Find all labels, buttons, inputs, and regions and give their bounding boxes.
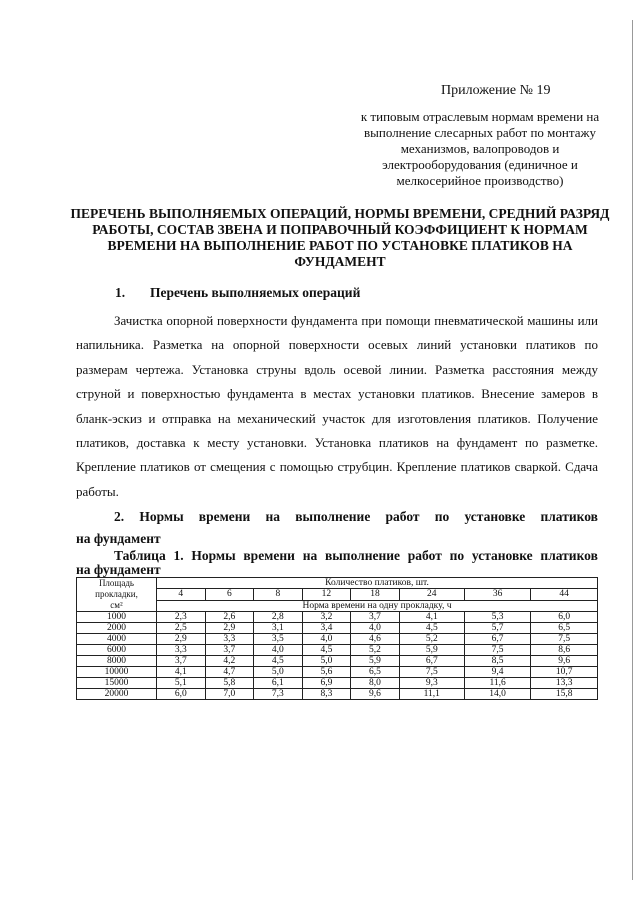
area-cell: 6000 [77, 645, 157, 656]
norm-value-cell: 3,4 [302, 623, 351, 634]
table-caption-word: Таблица [114, 548, 166, 563]
table-row [77, 656, 598, 667]
table-row [77, 678, 598, 689]
page-edge-line [632, 20, 633, 880]
norm-value-cell: 7,3 [254, 689, 303, 700]
count-cell: 8 [254, 589, 303, 600]
norm-value-cell: 4,0 [302, 634, 351, 645]
norm-value-cell: 5,0 [302, 656, 351, 667]
count-cell: 12 [302, 589, 351, 600]
section2-word: на [265, 509, 281, 524]
table-caption-word: платиков [540, 548, 598, 563]
norm-value-cell: 7,5 [464, 645, 530, 656]
table-caption-line2: на фундамент [76, 562, 161, 577]
norm-value-cell: 5,9 [351, 656, 400, 667]
section2-word: установке [464, 509, 526, 524]
norm-value-cell: 11,6 [464, 678, 530, 689]
norm-value-cell: 9,3 [399, 678, 464, 689]
section2-word: выполнение [295, 509, 371, 524]
table-caption-word: на [302, 548, 318, 563]
norm-value-cell: 3,7 [351, 612, 400, 623]
norm-value-cell: 6,9 [302, 678, 351, 689]
table-caption-line1 [76, 549, 598, 563]
norm-value-cell: 5,7 [464, 623, 530, 634]
norm-value-cell: 5,3 [464, 612, 530, 623]
count-header: Количество платиков, шт. [157, 578, 598, 589]
norm-value-cell: 9,4 [464, 667, 530, 678]
section1-number: 1. [115, 285, 126, 300]
count-cell: 6 [205, 589, 254, 600]
norm-value-cell: 5,1 [157, 678, 206, 689]
section1-body [76, 309, 598, 504]
norm-value-cell: 4,6 [351, 634, 400, 645]
norm-value-cell: 3,3 [157, 645, 206, 656]
norm-value-cell: 8,3 [302, 689, 351, 700]
area-cell: 1000 [77, 612, 157, 623]
norm-value-cell: 5,2 [399, 634, 464, 645]
norm-value-cell: 4,0 [351, 623, 400, 634]
count-cell: 18 [351, 589, 400, 600]
norm-value-cell: 4,5 [302, 645, 351, 656]
section2-heading-line1 [76, 506, 598, 528]
norm-value-cell: 10,7 [531, 667, 598, 678]
norm-value-cell: 11,1 [399, 689, 464, 700]
norm-value-cell: 3,2 [302, 612, 351, 623]
area-cell: 8000 [77, 656, 157, 667]
norm-value-cell: 2,3 [157, 612, 206, 623]
table-caption-word: работ [407, 548, 442, 563]
norm-value-cell: 6,5 [531, 623, 598, 634]
norm-value-cell: 6,1 [254, 678, 303, 689]
norm-value-cell: 4,0 [254, 645, 303, 656]
norm-value-cell: 4,7 [205, 667, 254, 678]
table-caption-word: Нормы [191, 548, 236, 563]
section1-title: Перечень выполняемых операций [150, 285, 361, 300]
norm-value-cell: 15,8 [531, 689, 598, 700]
norm-value-cell: 2,8 [254, 612, 303, 623]
section2-word: платиков [540, 509, 598, 524]
norm-value-cell: 7,5 [531, 634, 598, 645]
count-cell: 4 [157, 589, 206, 600]
table-row [77, 645, 598, 656]
section2-number: 2. [114, 509, 125, 524]
table-header-row [77, 578, 598, 589]
table-caption-word: выполнение [324, 548, 401, 563]
norm-value-cell: 4,1 [157, 667, 206, 678]
norm-value-cell: 2,6 [205, 612, 254, 623]
appendix-number: Приложение № 19 [441, 83, 551, 98]
section2-heading [76, 506, 598, 550]
section2-word: работ [385, 509, 420, 524]
section2-word: времени [198, 509, 251, 524]
norm-value-cell: 3,7 [157, 656, 206, 667]
norm-value-cell: 3,3 [205, 634, 254, 645]
norm-value-cell: 2,9 [157, 634, 206, 645]
area-cell: 2000 [77, 623, 157, 634]
section2-word: по [434, 509, 450, 524]
area-cell: 10000 [77, 667, 157, 678]
norm-value-cell: 6,7 [399, 656, 464, 667]
count-cell: 36 [464, 589, 530, 600]
appendix-subtitle: к типовым отраслевым нормам времени на выполнение слесарных работ по монтажу механизмов, валопроводов и электрооборудования (единичное и мелкосерийное производство) [360, 109, 600, 188]
area-header: Площадь прокладки, см² [77, 578, 157, 612]
table-row [77, 623, 598, 634]
section2-heading-line2: на фундамент [76, 531, 161, 546]
norm-value-cell: 4,1 [399, 612, 464, 623]
table-row [77, 612, 598, 623]
table-row [77, 667, 598, 678]
norm-value-cell: 8,5 [464, 656, 530, 667]
count-cell: 24 [399, 589, 464, 600]
norm-value-cell: 7,5 [399, 667, 464, 678]
norm-value-cell: 8,6 [531, 645, 598, 656]
norm-value-cell: 5,8 [205, 678, 254, 689]
norm-value-cell: 14,0 [464, 689, 530, 700]
norm-value-cell: 2,5 [157, 623, 206, 634]
norm-value-cell: 5,9 [399, 645, 464, 656]
norm-value-cell: 6,0 [157, 689, 206, 700]
norm-value-cell: 2,9 [205, 623, 254, 634]
norm-value-cell: 6,0 [531, 612, 598, 623]
operations-paragraph: Зачистка опорной поверхности фундамента при помощи пневматической машины или напильника. Разметка на опорной поверхности осевых линий установки платиков по размерам чертежа. Установка струны вдоль осевой линии. Разметка расстояния между струной и поверхностью фундамента в местах установки платиков. Внесение замеров в бланк-эскиз и отправка на механический участок для изготовления платиков. Получение платиков, доставка к месту установки. Установка платиков на фундамент по разметке. Крепление платиков от смещения с помощью струбцин. Крепление платиков сваркой. Сдача работы. [76, 313, 598, 499]
table-row [77, 634, 598, 645]
table-caption-word: установке [471, 548, 533, 563]
norm-value-cell: 5,2 [351, 645, 400, 656]
section2-word: Нормы [139, 509, 184, 524]
norm-value-cell: 9,6 [351, 689, 400, 700]
norm-value-cell: 8,0 [351, 678, 400, 689]
norm-value-cell: 5,6 [302, 667, 351, 678]
norm-value-cell: 3,1 [254, 623, 303, 634]
table-caption-word: времени [243, 548, 295, 563]
document-title: ПЕРЕЧЕНЬ ВЫПОЛНЯЕМЫХ ОПЕРАЦИЙ, НОРМЫ ВРЕМЕНИ, СРЕДНИЙ РАЗРЯД РАБОТЫ, СОСТАВ ЗВЕНА И ПОПРАВОЧНЫЙ КОЭФФИЦИЕНТ К НОРМАМ ВРЕМЕНИ НА ВЫПОЛНЕНИЕ РАБОТ ПО УСТАНОВКЕ ПЛАТИКОВ НА ФУНДАМЕНТ [70, 206, 610, 269]
norm-value-cell: 3,5 [254, 634, 303, 645]
area-cell: 4000 [77, 634, 157, 645]
norm-value-cell: 6,7 [464, 634, 530, 645]
norm-value-cell: 3,7 [205, 645, 254, 656]
area-cell: 20000 [77, 689, 157, 700]
table-caption-word: по [449, 548, 465, 563]
area-cell: 15000 [77, 678, 157, 689]
count-cell: 44 [531, 589, 598, 600]
norm-value-cell: 13,3 [531, 678, 598, 689]
table-caption [76, 549, 598, 577]
norm-value-cell: 4,5 [254, 656, 303, 667]
norm-value-cell: 6,5 [351, 667, 400, 678]
norm-header: Норма времени на одну прокладку, ч [157, 600, 598, 611]
norm-value-cell: 4,5 [399, 623, 464, 634]
norm-value-cell: 4,2 [205, 656, 254, 667]
norm-value-cell: 5,0 [254, 667, 303, 678]
norm-value-cell: 7,0 [205, 689, 254, 700]
table-row [77, 689, 598, 700]
table-caption-word: 1. [173, 548, 184, 563]
norm-value-cell: 9,6 [531, 656, 598, 667]
norms-table [76, 577, 598, 700]
